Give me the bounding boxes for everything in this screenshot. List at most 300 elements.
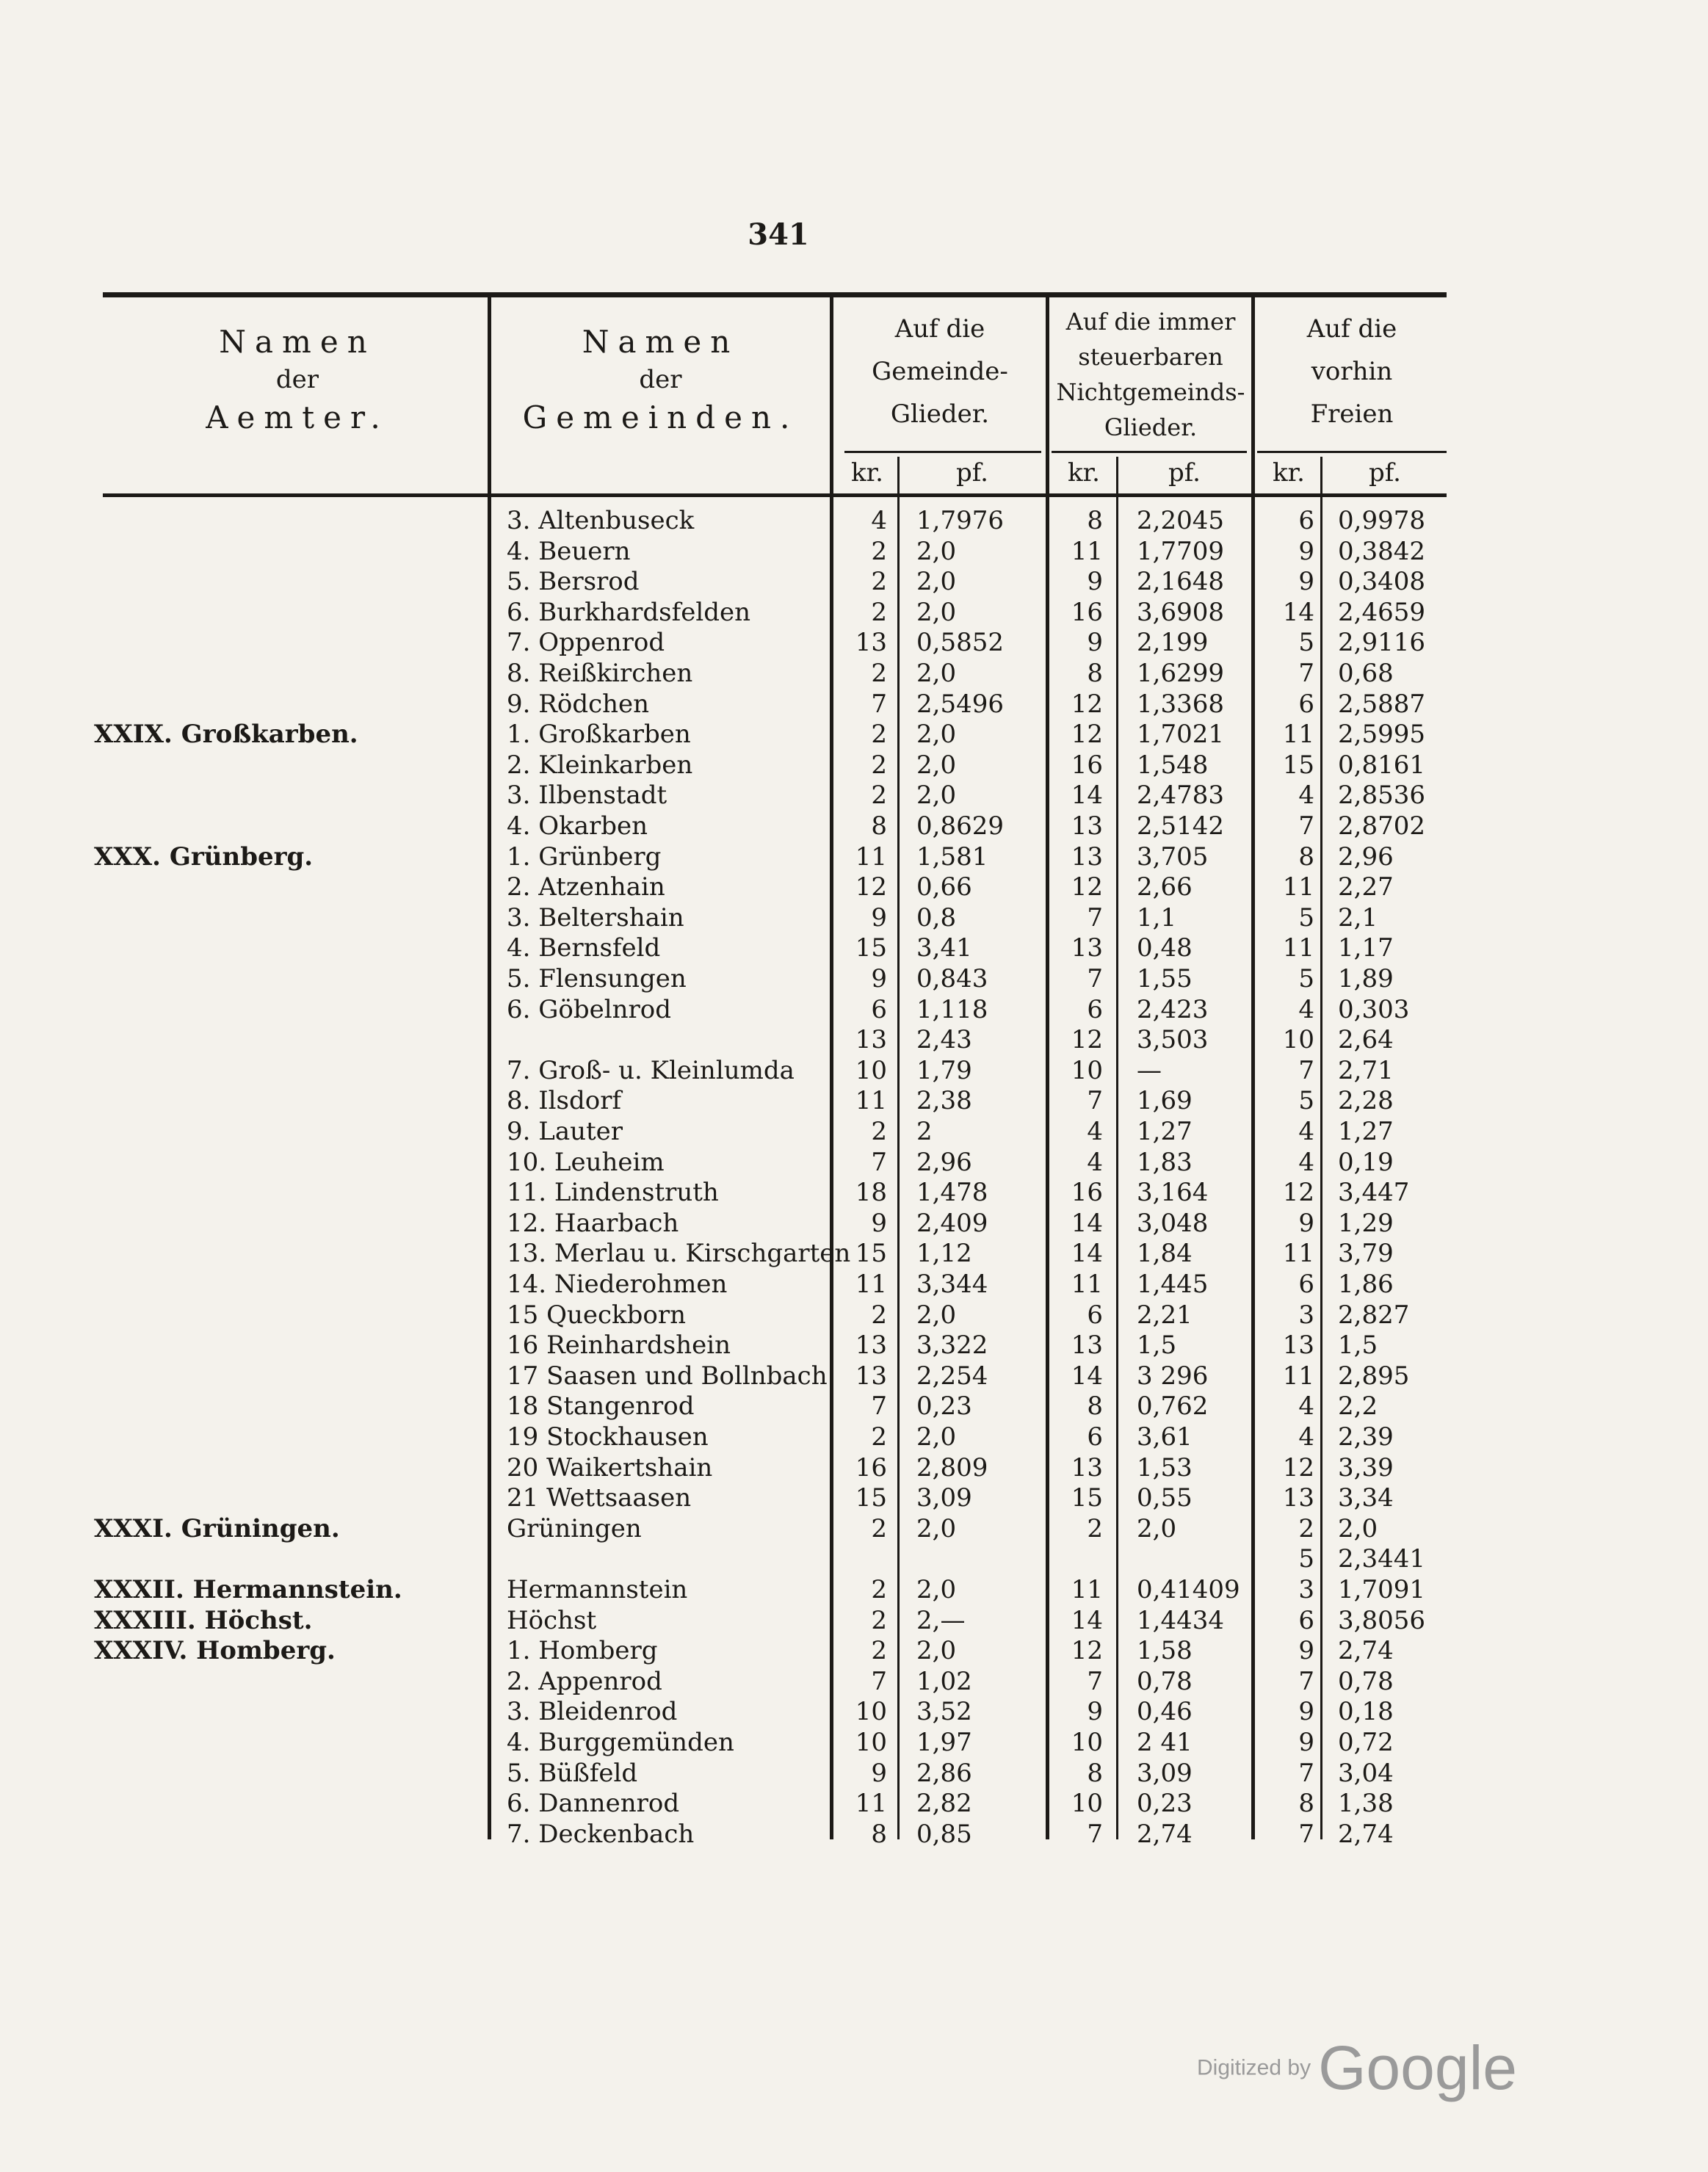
table-row (0, 1238, 1708, 1269)
gemeinde-name: 15 Queckborn (507, 1300, 686, 1330)
gemeinde-kr: 9 (871, 1758, 887, 1788)
gemeinde-name: 2. Appenrod (507, 1666, 662, 1696)
gemeinde-pf: 1,97 (916, 1728, 972, 1757)
nichtgemeinds-kr: 7 (1087, 902, 1103, 933)
freien-kr: 4 (1298, 1391, 1314, 1422)
freien-pf: 1,7091 (1338, 1575, 1425, 1604)
nichtgemeinds-pf: 1,4434 (1137, 1605, 1224, 1635)
gemeinde-kr: 11 (855, 1270, 887, 1299)
freien-pf: 0,18 (1338, 1697, 1394, 1727)
gemeinde-pf: 2,5496 (916, 689, 1004, 719)
gemeinde-pf: 3,322 (916, 1331, 988, 1361)
table-row (0, 1300, 1708, 1331)
nichtgemeinds-pf: — (1137, 1055, 1162, 1085)
watermark-brand: Google (1318, 2033, 1517, 2102)
freien-kr: 5 (1298, 902, 1314, 933)
freien-kr: 8 (1298, 1789, 1314, 1819)
nichtgemeinds-kr: 16 (1071, 1178, 1103, 1208)
freien-kr: 4 (1298, 1147, 1314, 1177)
gemeinde-name: 3. Ilbenstadt (507, 781, 667, 811)
freien-pf: 2,39 (1338, 1422, 1394, 1452)
nichtgemeinds-kr: 11 (1071, 1575, 1103, 1604)
gemeinde-name: 2. Atzenhain (507, 872, 665, 902)
header-col4-line4: Glieder. (1104, 413, 1198, 441)
header-gemeinden (493, 322, 828, 438)
nichtgemeinds-pf: 3,503 (1137, 1025, 1209, 1055)
table-row (0, 1116, 1708, 1147)
table-row (0, 780, 1708, 811)
nichtgemeinds-kr: 9 (1087, 628, 1103, 658)
freien-pf: 2,827 (1338, 1300, 1410, 1330)
freien-pf: 0,303 (1338, 994, 1410, 1024)
freien-pf: 1,5 (1338, 1331, 1378, 1361)
gemeinde-pf: 2,0 (916, 750, 957, 780)
table-row (0, 566, 1708, 597)
gemeinde-kr: 15 (855, 1483, 887, 1513)
freien-kr: 9 (1298, 1208, 1314, 1238)
header-gemeinden-line1: Namen (582, 324, 739, 360)
gemeinde-name: 10. Leuheim (507, 1147, 665, 1177)
nichtgemeinds-kr: 12 (1071, 720, 1103, 750)
gemeinde-kr: 2 (871, 1300, 887, 1330)
gemeinde-name: 16 Reinhardshein (507, 1331, 731, 1361)
gemeinde-name: 5. Büßfeld (507, 1758, 638, 1788)
freien-kr: 11 (1282, 1239, 1314, 1269)
gemeinde-kr: 2 (871, 567, 887, 597)
freien-kr: 15 (1282, 750, 1314, 780)
nichtgemeinds-pf: 1,58 (1137, 1636, 1193, 1666)
table-row (0, 750, 1708, 781)
freien-kr: 9 (1298, 536, 1314, 566)
watermark-prefix: Digitized by (1197, 2055, 1311, 2080)
nichtgemeinds-pf: 0,762 (1137, 1391, 1209, 1422)
gemeinde-name: Höchst (507, 1605, 597, 1635)
nichtgemeinds-pf: 1,27 (1137, 1117, 1193, 1146)
gemeinde-name: 4. Okarben (507, 811, 648, 841)
freien-kr: 13 (1282, 1483, 1314, 1513)
freien-kr: 5 (1298, 1086, 1314, 1116)
gemeinde-pf: 2,0 (916, 720, 957, 750)
freien-pf: 3,447 (1338, 1178, 1410, 1208)
nichtgemeinds-kr: 12 (1071, 872, 1103, 902)
gemeinde-kr: 2 (871, 1636, 887, 1666)
gemeinde-pf: 2,0 (916, 597, 957, 627)
nichtgemeinds-pf: 2,2045 (1137, 506, 1224, 535)
table-row (0, 1513, 1708, 1544)
gemeinde-pf: 0,66 (916, 872, 972, 902)
gemeinde-name: 1. Homberg (507, 1636, 658, 1666)
nichtgemeinds-kr: 11 (1071, 536, 1103, 566)
nichtgemeinds-kr: 13 (1071, 1452, 1103, 1483)
nichtgemeinds-pf: 3,048 (1137, 1208, 1209, 1238)
table-row (0, 1085, 1708, 1116)
table-row (0, 1483, 1708, 1513)
table-row (0, 1727, 1708, 1758)
freien-kr: 8 (1298, 841, 1314, 872)
freien-kr: 4 (1298, 781, 1314, 811)
freien-kr: 12 (1282, 1452, 1314, 1483)
header-col4-line3: Nichtgemeinds- (1056, 378, 1245, 406)
nichtgemeinds-kr: 12 (1071, 1025, 1103, 1055)
freien-pf: 1,27 (1338, 1117, 1394, 1146)
gemeinde-pf: 2,0 (916, 1636, 957, 1666)
gemeinde-pf: 3,52 (916, 1697, 972, 1727)
gemeinde-name: 4. Beuern (507, 536, 631, 566)
gemeinde-pf: 1,12 (916, 1239, 972, 1269)
freien-kr: 5 (1298, 964, 1314, 993)
freien-pf: 2,9116 (1338, 628, 1425, 658)
gemeinde-name: 20 Waikertshain (507, 1452, 713, 1483)
table-row (0, 719, 1708, 750)
gemeinde-name: 9. Lauter (507, 1117, 623, 1146)
gemeinde-kr: 7 (871, 1391, 887, 1422)
nichtgemeinds-pf: 1,53 (1137, 1452, 1193, 1483)
gemeinde-pf: 2,0 (916, 781, 957, 811)
table-row (0, 1666, 1708, 1697)
unit-kr-1: kr. (851, 458, 883, 488)
gemeinde-pf: 2,86 (916, 1758, 972, 1788)
nichtgemeinds-kr: 11 (1071, 1270, 1103, 1299)
gemeinde-kr: 2 (871, 1117, 887, 1146)
gemeinde-name: 6. Burkhardsfelden (507, 597, 750, 627)
gemeinde-name: 7. Oppenrod (507, 628, 665, 658)
table-row (0, 1330, 1708, 1361)
header-gemeinden-line2: der (639, 364, 682, 394)
gemeinde-pf: 1,581 (916, 841, 988, 872)
unit-pf-3: pf. (1369, 458, 1401, 488)
gemeinde-pf: 2,96 (916, 1147, 972, 1177)
gemeinde-pf: 2,0 (916, 1575, 957, 1604)
freien-kr: 11 (1282, 720, 1314, 750)
gemeinde-name: 1. Großkarben (507, 720, 691, 750)
gemeinde-name: 4. Bernsfeld (507, 933, 661, 963)
header-col3-line2: Gemeinde- (872, 356, 1008, 386)
gemeinde-kr: 4 (871, 506, 887, 535)
gemeinde-pf: 0,8 (916, 902, 957, 933)
gemeinde-pf: 1,118 (916, 994, 988, 1024)
gemeinde-kr: 2 (871, 750, 887, 780)
freien-kr: 6 (1298, 506, 1314, 535)
freien-pf: 1,17 (1338, 933, 1394, 963)
nichtgemeinds-kr: 15 (1071, 1483, 1103, 1513)
freien-pf: 1,38 (1338, 1789, 1394, 1819)
table-row (0, 933, 1708, 963)
freien-kr: 7 (1298, 811, 1314, 841)
freien-kr: 9 (1298, 567, 1314, 597)
nichtgemeinds-kr: 13 (1071, 1331, 1103, 1361)
nichtgemeinds-kr: 10 (1071, 1789, 1103, 1819)
freien-pf: 2,27 (1338, 872, 1394, 902)
table-row (0, 1361, 1708, 1391)
freien-kr: 7 (1298, 1666, 1314, 1696)
nichtgemeinds-kr: 14 (1071, 1239, 1103, 1269)
nichtgemeinds-kr: 14 (1071, 1208, 1103, 1238)
freien-kr: 5 (1298, 628, 1314, 658)
amter-name: XXXII. Hermannstein. (94, 1575, 402, 1604)
nichtgemeinds-kr: 7 (1087, 1819, 1103, 1849)
gemeinde-name: 18 Stangenrod (507, 1391, 695, 1422)
freien-kr: 7 (1298, 1055, 1314, 1085)
nichtgemeinds-pf: 0,41409 (1137, 1575, 1240, 1604)
gemeinde-name: Grüningen (507, 1513, 642, 1543)
table-row (0, 1788, 1708, 1819)
freien-kr: 4 (1298, 1117, 1314, 1146)
gemeinde-pf: 0,85 (916, 1819, 972, 1849)
freien-kr: 9 (1298, 1728, 1314, 1757)
table-row (0, 1147, 1708, 1178)
freien-kr: 10 (1282, 1025, 1314, 1055)
table-row (0, 1605, 1708, 1636)
table-row (0, 1208, 1708, 1239)
gemeinde-kr: 15 (855, 1239, 887, 1269)
freien-pf: 2,74 (1338, 1819, 1394, 1849)
nichtgemeinds-kr: 8 (1087, 1758, 1103, 1788)
nichtgemeinds-pf: 3,6908 (1137, 597, 1224, 627)
gemeinde-name: 3. Bleidenrod (507, 1697, 678, 1727)
gemeinde-kr: 10 (855, 1055, 887, 1085)
nichtgemeinds-pf: 3 296 (1137, 1361, 1209, 1391)
nichtgemeinds-kr: 14 (1071, 781, 1103, 811)
gemeinde-name: 3. Altenbuseck (507, 506, 695, 535)
nichtgemeinds-kr: 13 (1071, 933, 1103, 963)
nichtgemeinds-kr: 6 (1087, 1422, 1103, 1452)
table-row (0, 1819, 1708, 1850)
gemeinde-kr: 9 (871, 964, 887, 993)
gemeinde-kr: 7 (871, 1147, 887, 1177)
nichtgemeinds-kr: 4 (1087, 1147, 1103, 1177)
amter-name: XXX. Grünberg. (94, 841, 314, 872)
freien-pf: 3,39 (1338, 1452, 1394, 1483)
table-row (0, 536, 1708, 567)
nichtgemeinds-kr: 12 (1071, 689, 1103, 719)
gemeinde-kr: 16 (855, 1452, 887, 1483)
freien-kr: 4 (1298, 994, 1314, 1024)
nichtgemeinds-pf: 2,21 (1137, 1300, 1193, 1330)
gemeinde-name: Hermannstein (507, 1575, 688, 1604)
gemeinde-kr: 11 (855, 841, 887, 872)
nichtgemeinds-pf: 1,7021 (1137, 720, 1224, 750)
gemeinde-name: 5. Flensungen (507, 964, 687, 993)
gemeinde-kr: 15 (855, 933, 887, 963)
freien-kr: 7 (1298, 1758, 1314, 1788)
gemeinde-kr: 2 (871, 659, 887, 688)
freien-pf: 2,5887 (1338, 689, 1425, 719)
gemeinde-pf: 2,0 (916, 1300, 957, 1330)
freien-pf: 3,8056 (1338, 1605, 1425, 1635)
table-row (0, 1177, 1708, 1208)
gemeinde-name: 7. Groß- u. Kleinlumda (507, 1055, 795, 1085)
gemeinde-name: 6. Dannenrod (507, 1789, 680, 1819)
header-amter-line3: Aemter. (206, 399, 389, 435)
table-row (0, 627, 1708, 658)
gemeinde-kr: 2 (871, 720, 887, 750)
nichtgemeinds-kr: 6 (1087, 1300, 1103, 1330)
table-row (0, 841, 1708, 872)
nichtgemeinds-pf: 1,445 (1137, 1270, 1209, 1299)
gemeinde-name: 3. Beltershain (507, 902, 684, 933)
gemeinde-name: 9. Rödchen (507, 689, 650, 719)
table-row (0, 689, 1708, 720)
freien-pf: 0,8161 (1338, 750, 1425, 780)
gemeinde-pf: 2,809 (916, 1452, 988, 1483)
header-col3-line1: Auf die (894, 314, 985, 344)
gemeinde-pf: 3,09 (916, 1483, 972, 1513)
gemeinde-pf: 2,0 (916, 1513, 957, 1543)
unit-pf-2: pf. (1168, 458, 1201, 488)
gemeinde-pf: 2,0 (916, 1422, 957, 1452)
freien-pf: 0,78 (1338, 1666, 1394, 1696)
gemeinde-kr: 9 (871, 902, 887, 933)
gemeinde-pf: 1,02 (916, 1666, 972, 1696)
table-row (0, 1055, 1708, 1086)
nichtgemeinds-kr: 9 (1087, 1697, 1103, 1727)
freien-pf: 0,68 (1338, 659, 1394, 688)
nichtgemeinds-kr: 14 (1071, 1605, 1103, 1635)
gemeinde-kr: 2 (871, 536, 887, 566)
freien-pf: 1,89 (1338, 964, 1394, 993)
freien-kr: 9 (1298, 1636, 1314, 1666)
gemeinde-pf: 1,79 (916, 1055, 972, 1085)
gemeinde-pf: 0,8629 (916, 811, 1004, 841)
nichtgemeinds-pf: 1,7709 (1137, 536, 1224, 566)
table-row (0, 963, 1708, 994)
subheader-rule-3 (1257, 451, 1447, 453)
gemeinde-kr: 8 (871, 1819, 887, 1849)
gemeinde-name: 1. Grünberg (507, 841, 662, 872)
table-row (0, 872, 1708, 902)
nichtgemeinds-kr: 7 (1087, 1086, 1103, 1116)
nichtgemeinds-pf: 2,423 (1137, 994, 1209, 1024)
gemeinde-pf: 3,344 (916, 1270, 988, 1299)
gemeinde-name: 2. Kleinkarben (507, 750, 693, 780)
freien-pf: 2,71 (1338, 1055, 1394, 1085)
freien-kr: 3 (1298, 1575, 1314, 1604)
gemeinde-kr: 13 (855, 628, 887, 658)
freien-kr: 9 (1298, 1697, 1314, 1727)
gemeinde-pf: 2,38 (916, 1086, 972, 1116)
gemeinde-kr: 18 (855, 1178, 887, 1208)
nichtgemeinds-kr: 7 (1087, 964, 1103, 993)
freien-pf: 2,8702 (1338, 811, 1425, 841)
gemeinde-pf: 2,82 (916, 1789, 972, 1819)
freien-pf: 0,19 (1338, 1147, 1394, 1177)
nichtgemeinds-pf: 1,69 (1137, 1086, 1193, 1116)
unit-pf-1: pf. (956, 458, 988, 488)
nichtgemeinds-pf: 3,09 (1137, 1758, 1193, 1788)
header-col4-line2: steuerbaren (1078, 343, 1223, 371)
nichtgemeinds-kr: 7 (1087, 1666, 1103, 1696)
gemeinde-pf: 0,843 (916, 964, 988, 993)
freien-kr: 7 (1298, 659, 1314, 688)
nichtgemeinds-kr: 10 (1071, 1055, 1103, 1085)
table-row (0, 1635, 1708, 1666)
freien-kr: 6 (1298, 1605, 1314, 1635)
gemeinde-name: 21 Wettsaasen (507, 1483, 692, 1513)
header-gemeinden-line3: Gemeinden. (522, 399, 799, 435)
google-watermark (1197, 2032, 1517, 2104)
freien-pf: 2,895 (1338, 1361, 1410, 1391)
freien-pf: 1,86 (1338, 1270, 1394, 1299)
gemeinde-kr: 8 (871, 811, 887, 841)
nichtgemeinds-kr: 4 (1087, 1117, 1103, 1146)
gemeinde-pf: 2,0 (916, 536, 957, 566)
amter-name: XXXIII. Höchst. (94, 1605, 313, 1635)
gemeinde-name: 12. Haarbach (507, 1208, 679, 1238)
nichtgemeinds-kr: 10 (1071, 1728, 1103, 1757)
freien-pf: 0,3408 (1338, 567, 1425, 597)
nichtgemeinds-pf: 1,55 (1137, 964, 1193, 993)
gemeinde-kr: 2 (871, 1422, 887, 1452)
freien-pf: 0,72 (1338, 1728, 1394, 1757)
nichtgemeinds-pf: 1,3368 (1137, 689, 1224, 719)
gemeinde-kr: 10 (855, 1728, 887, 1757)
amter-name: XXIX. Großkarben. (94, 720, 358, 750)
table-row (0, 1758, 1708, 1789)
nichtgemeinds-pf: 2 41 (1137, 1728, 1193, 1757)
header-amter-line1: Namen (219, 324, 376, 360)
freien-pf: 2,28 (1338, 1086, 1394, 1116)
gemeinde-kr: 13 (855, 1025, 887, 1055)
gemeinde-pf: 2,409 (916, 1208, 988, 1238)
freien-kr: 11 (1282, 872, 1314, 902)
table-row (0, 1422, 1708, 1452)
subheader-rule-2 (1052, 451, 1247, 453)
gemeinde-pf: 0,23 (916, 1391, 972, 1422)
gemeinde-pf: 1,7976 (916, 506, 1004, 535)
gemeinde-kr: 2 (871, 1605, 887, 1635)
page-number: 341 (748, 217, 809, 252)
gemeinde-pf: 2,0 (916, 659, 957, 688)
table-row (0, 1696, 1708, 1727)
freien-kr: 13 (1282, 1331, 1314, 1361)
subheader-rule-1 (844, 451, 1041, 453)
freien-pf: 1,29 (1338, 1208, 1394, 1238)
gemeinde-pf: 3,41 (916, 933, 972, 963)
freien-kr: 11 (1282, 933, 1314, 963)
header-col5-line1: Auf die (1306, 314, 1397, 344)
table-row (0, 1269, 1708, 1300)
freien-kr: 4 (1298, 1422, 1314, 1452)
gemeinde-name: 11. Lindenstruth (507, 1178, 719, 1208)
nichtgemeinds-pf: 2,1648 (1137, 567, 1224, 597)
nichtgemeinds-pf: 2,66 (1137, 872, 1193, 902)
freien-pf: 2,0 (1338, 1513, 1378, 1543)
nichtgemeinds-kr: 13 (1071, 811, 1103, 841)
gemeinde-name: 6. Göbelnrod (507, 994, 672, 1024)
top-rule (103, 292, 1447, 297)
gemeinde-name: 17 Saasen und Bollnbach (507, 1361, 828, 1391)
table-row (0, 811, 1708, 841)
gemeinde-kr: 13 (855, 1331, 887, 1361)
table-row (0, 658, 1708, 689)
nichtgemeinds-pf: 2,5142 (1137, 811, 1224, 841)
nichtgemeinds-kr: 8 (1087, 506, 1103, 535)
header-gemeinde-glieder (836, 308, 1044, 435)
freien-pf: 2,96 (1338, 841, 1394, 872)
gemeinde-pf: 2,— (916, 1605, 966, 1635)
nichtgemeinds-pf: 1,1 (1137, 902, 1177, 933)
gemeinde-kr: 12 (855, 872, 887, 902)
freien-pf: 3,79 (1338, 1239, 1394, 1269)
gemeinde-kr: 2 (871, 597, 887, 627)
header-amter (110, 322, 485, 438)
freien-kr: 3 (1298, 1300, 1314, 1330)
gemeinde-pf: 2,0 (916, 567, 957, 597)
nichtgemeinds-kr: 16 (1071, 750, 1103, 780)
freien-kr: 14 (1282, 597, 1314, 627)
header-col5-line3: Freien (1310, 399, 1394, 429)
amter-name: XXXIV. Homberg. (94, 1636, 336, 1666)
